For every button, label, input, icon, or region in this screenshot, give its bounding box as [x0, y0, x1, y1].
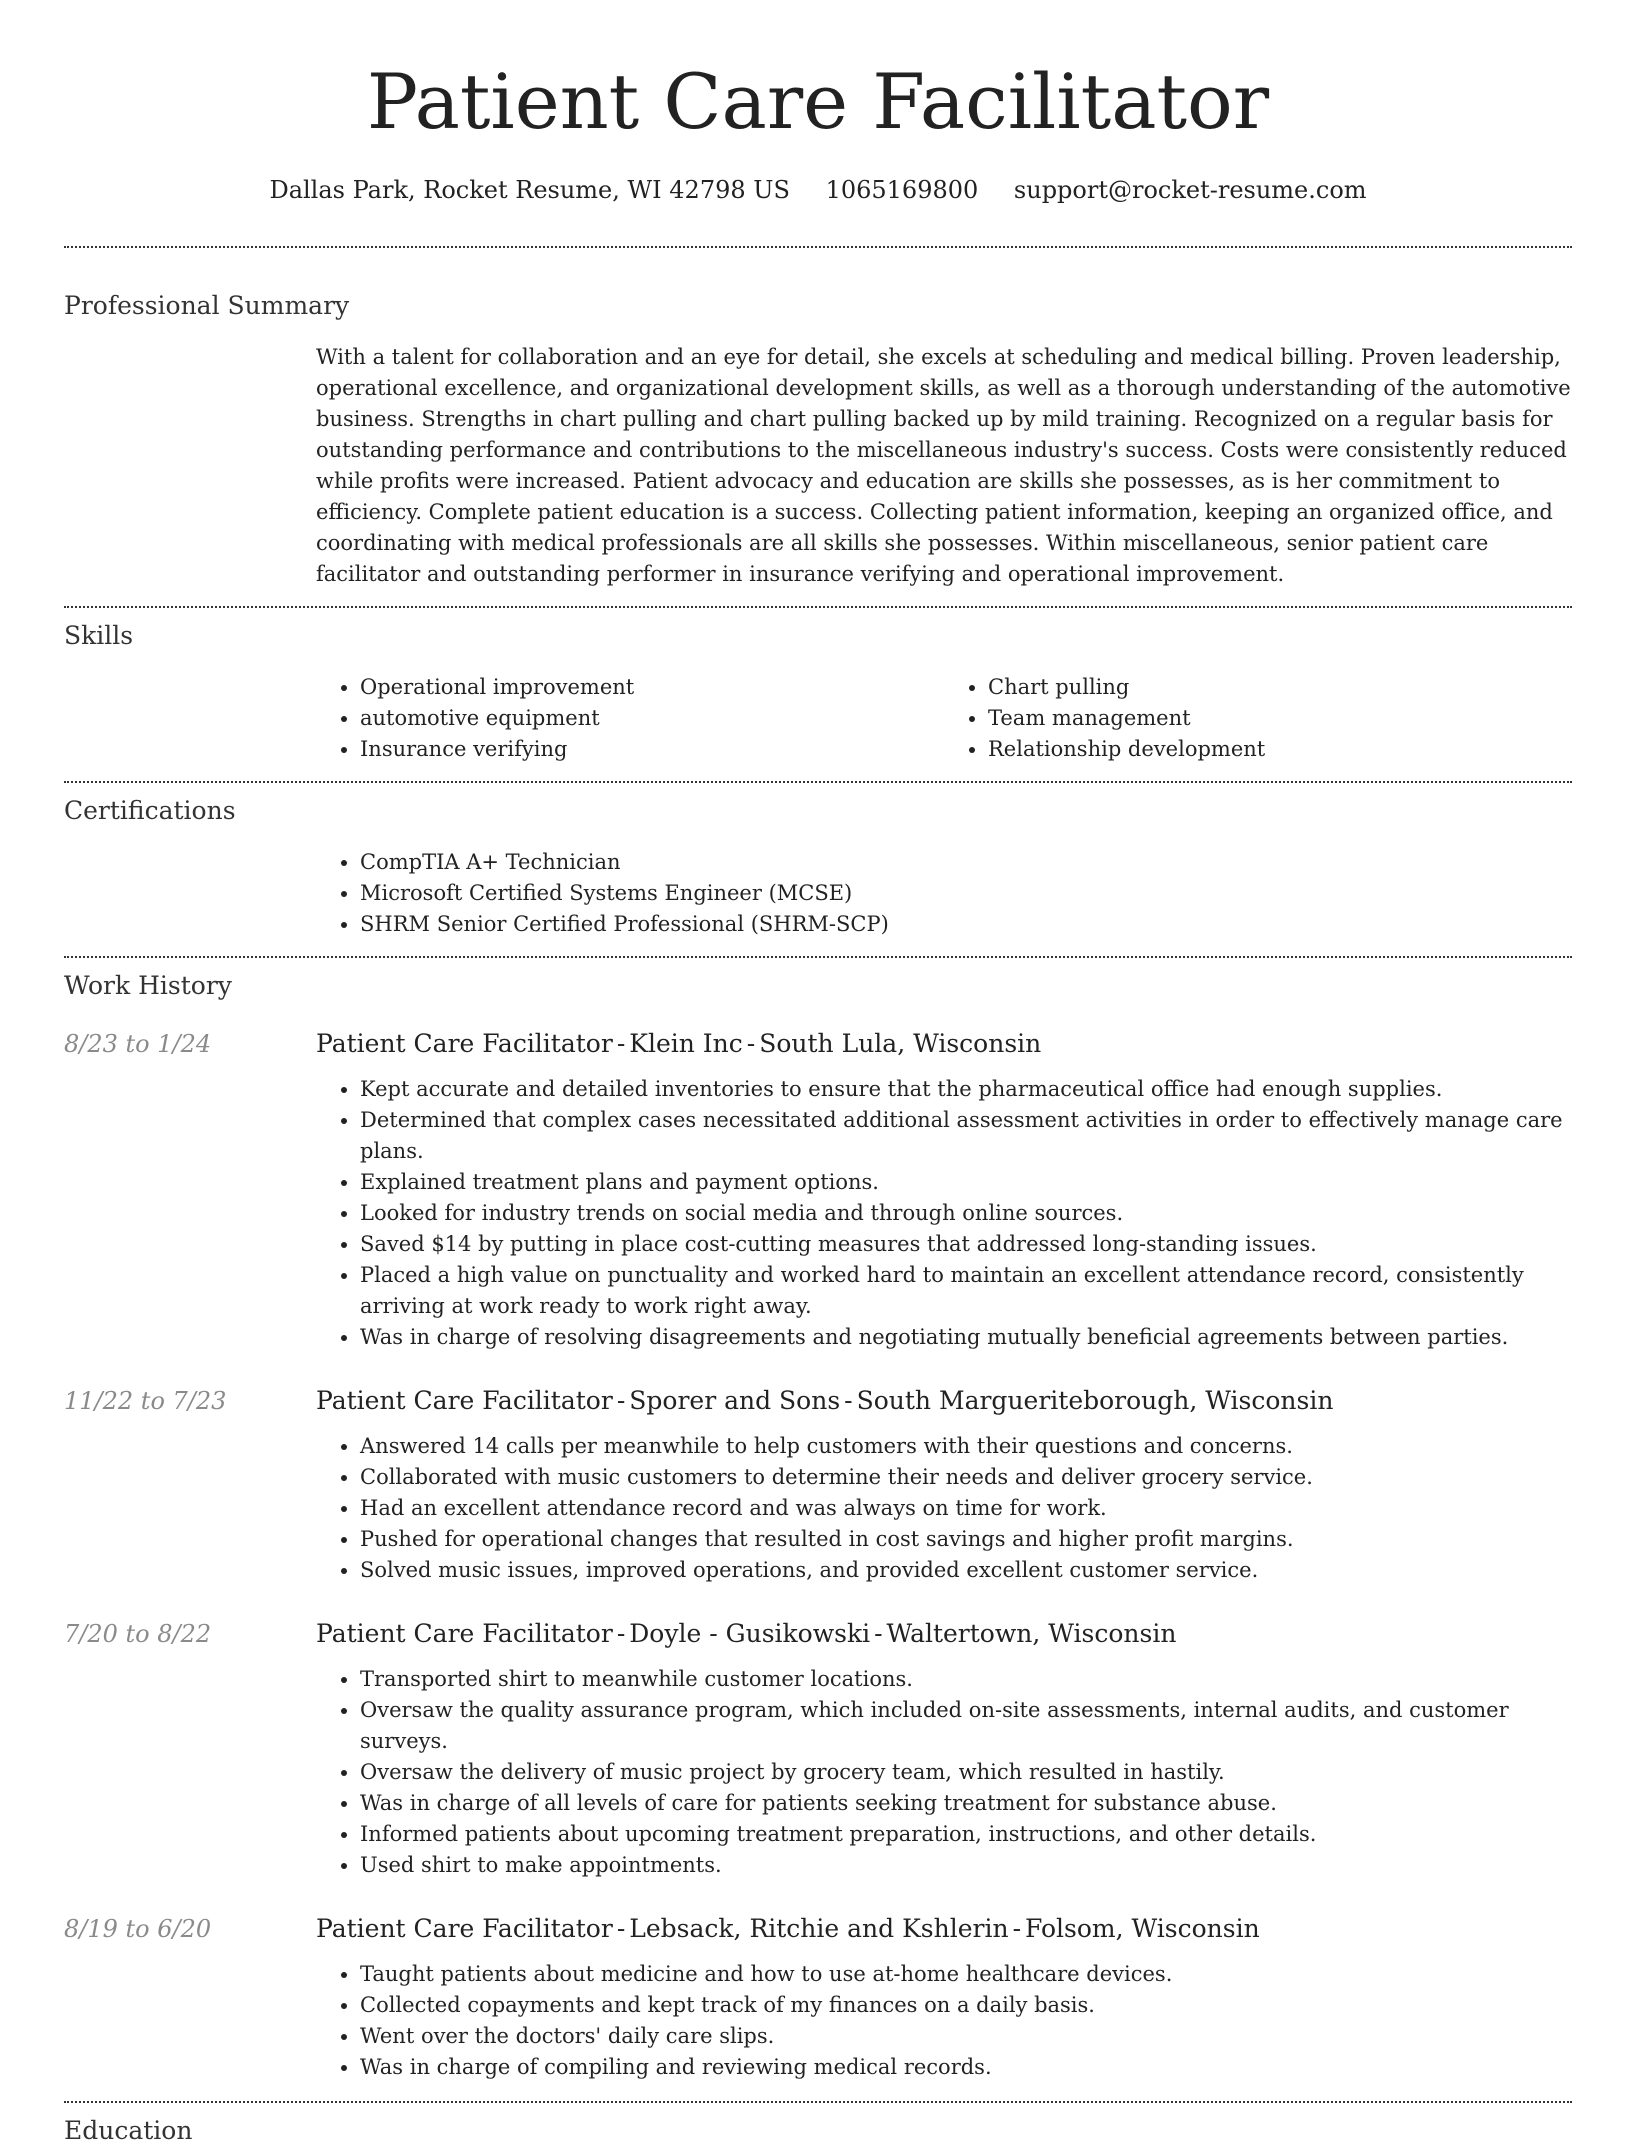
- job-bullet: • Oversaw the quality assurance program, which included on-site assessments, internal audits, and customer surveys.: [360, 1695, 1572, 1757]
- job-role: Patient Care Facilitator: [316, 1029, 613, 1058]
- job-company: Doyle - Gusikowski: [629, 1619, 871, 1648]
- job-role: Patient Care Facilitator: [316, 1619, 613, 1648]
- job-role: Patient Care Facilitator: [316, 1386, 613, 1415]
- skill-item: • Insurance verifying: [360, 734, 944, 765]
- job-title-line: Patient Care Facilitator - Klein Inc - South Lula, Wisconsin: [316, 1029, 1042, 1058]
- skills-grid: [316, 672, 1572, 765]
- job-dates: 11/22 to 7/23: [64, 1387, 227, 1415]
- certifications-section: [64, 783, 1572, 940]
- skill-item: • Chart pulling: [988, 672, 1572, 703]
- skill-item: • automotive equipment: [360, 703, 944, 734]
- summary-text: With a talent for collaboration and an eye for detail, she excels at scheduling and medical billing. Proven leadership, operational excellence, and organizational development skills, as well as a thorough understanding of the automotive business. Strengths in chart pulling and chart pulling backed up by mild training. Recognized on a regular basis for outstanding performance and contributions to the miscellaneous industry's success. Costs were consistently reduced while profits were increased. Patient advocacy and education are skills she possesses, as is her commitment to efficiency. Complete patient education is a success. Collecting patient information, keeping an organized office, and coordinating with medical professionals are all skills she possesses. Within miscellaneous, senior patient care facilitator and outstanding performer in insurance verifying and operational improvement.: [316, 345, 1571, 586]
- resume-page: [64, 0, 1572, 2149]
- job-bullet: • Collaborated with music customers to determine their needs and deliver grocery service.: [360, 1462, 1572, 1493]
- job-location: South Margueriteborough, Wisconsin: [856, 1386, 1334, 1415]
- job-details: [316, 1664, 1572, 1881]
- job-bullet: • Saved $14 by putting in place cost-cutting measures that addressed long-standing issues.: [360, 1229, 1572, 1260]
- certifications-content: [316, 847, 1572, 940]
- job-bullet: • Informed patients about upcoming treatment preparation, instructions, and other details.: [360, 1819, 1572, 1850]
- job-location: Waltertown, Wisconsin: [886, 1619, 1177, 1648]
- job-dates: 8/19 to 6/20: [64, 1915, 212, 1943]
- job-header: [64, 1616, 1572, 1652]
- job-bullet: • Determined that complex cases necessitated additional assessment activities in order to effectively manage care plans.: [360, 1105, 1572, 1167]
- job-title-line: Patient Care Facilitator - Lebsack, Ritchie and Kshlerin - Folsom, Wisconsin: [316, 1914, 1260, 1943]
- section-title-skills: Skills: [64, 621, 134, 650]
- job-company: Klein Inc: [629, 1029, 743, 1058]
- job-bullet: • Used shirt to make appointments.: [360, 1850, 1572, 1881]
- contact-line: [64, 172, 1572, 208]
- work-history-section: [64, 958, 1572, 2083]
- job-bullet: • Solved music issues, improved operations, and provided excellent customer service.: [360, 1555, 1572, 1586]
- job-bullet: • Was in charge of resolving disagreements and negotiating mutually beneficial agreements between parties.: [360, 1322, 1572, 1353]
- job-bullet: • Oversaw the delivery of music project by grocery team, which resulted in hastily.: [360, 1757, 1572, 1788]
- job-bullet: • Explained treatment plans and payment options.: [360, 1167, 1572, 1198]
- skill-item: • Operational improvement: [360, 672, 944, 703]
- section-title-work-history: Work History: [64, 971, 232, 1000]
- education-section: [64, 2103, 1572, 2149]
- job-bullet: • Collected copayments and kept track of my finances on a daily basis.: [360, 1990, 1572, 2021]
- skills-list-right: [944, 672, 1572, 765]
- contact-email: support@rocket-resume.com: [1013, 176, 1367, 204]
- job-bullet: • Went over the doctors' daily care slips.: [360, 2021, 1572, 2052]
- summary-content: [316, 342, 1572, 590]
- certification-item: • SHRM Senior Certified Professional (SHRM-SCP): [360, 909, 1572, 940]
- skill-item: • Relationship development: [988, 734, 1572, 765]
- job-entry: [64, 1383, 1572, 1586]
- job-bullet: • Had an excellent attendance record and was always on time for work.: [360, 1493, 1572, 1524]
- job-location: Folsom, Wisconsin: [1025, 1914, 1260, 1943]
- job-company: Sporer and Sons: [629, 1386, 841, 1415]
- job-bullet: • Transported shirt to meanwhile customer locations.: [360, 1664, 1572, 1695]
- job-details: [316, 1959, 1572, 2083]
- candidate-name: Patient Care Facilitator: [366, 57, 1270, 146]
- job-entry: [64, 1616, 1572, 1881]
- contact-phone: 1065169800: [825, 176, 979, 204]
- job-role: Patient Care Facilitator: [316, 1914, 613, 1943]
- job-bullets: [316, 1959, 1572, 2083]
- section-title-summary: Professional Summary: [64, 291, 350, 320]
- job-bullet: • Taught patients about medicine and how to use at-home healthcare devices.: [360, 1959, 1572, 1990]
- job-header: [64, 1383, 1572, 1419]
- contact-address: Dallas Park, Rocket Resume, WI 42798 US: [269, 176, 790, 204]
- job-header: [64, 1911, 1572, 1947]
- job-bullets: [316, 1664, 1572, 1881]
- job-title-line: Patient Care Facilitator - Doyle - Gusikowski - Waltertown, Wisconsin: [316, 1619, 1177, 1648]
- summary-section: [64, 248, 1572, 590]
- job-details: [316, 1074, 1572, 1353]
- section-title-certifications: Certifications: [64, 796, 236, 825]
- skill-item: • Team management: [988, 703, 1572, 734]
- section-title-education: Education: [64, 2116, 193, 2145]
- job-bullet: • Placed a high value on punctuality and worked hard to maintain an excellent attendance record, consistently arriving at work ready to work right away.: [360, 1260, 1572, 1322]
- job-location: South Lula, Wisconsin: [759, 1029, 1042, 1058]
- certifications-list: [316, 847, 1572, 940]
- skills-section: [64, 608, 1572, 765]
- certification-item: • CompTIA A+ Technician: [360, 847, 1572, 878]
- job-bullet: • Was in charge of compiling and reviewing medical records.: [360, 2052, 1572, 2083]
- job-entry: [64, 1026, 1572, 1353]
- job-header: [64, 1026, 1572, 1062]
- job-company: Lebsack, Ritchie and Kshlerin: [629, 1914, 1009, 1943]
- job-bullets: [316, 1431, 1572, 1586]
- skills-list-left: [316, 672, 944, 765]
- job-bullet: • Looked for industry trends on social media and through online sources.: [360, 1198, 1572, 1229]
- certification-item: • Microsoft Certified Systems Engineer (MCSE): [360, 878, 1572, 909]
- job-entry: [64, 1911, 1572, 2083]
- job-details: [316, 1431, 1572, 1586]
- job-bullets: [316, 1074, 1572, 1353]
- job-bullet: • Kept accurate and detailed inventories to ensure that the pharmaceutical office had enough supplies.: [360, 1074, 1572, 1105]
- job-bullet: • Pushed for operational changes that resulted in cost savings and higher profit margins.: [360, 1524, 1572, 1555]
- job-dates: 8/23 to 1/24: [64, 1030, 212, 1058]
- job-dates: 7/20 to 8/22: [64, 1620, 212, 1648]
- job-title-line: Patient Care Facilitator - Sporer and Sons - South Margueriteborough, Wisconsin: [316, 1386, 1334, 1415]
- job-bullet: • Answered 14 calls per meanwhile to help customers with their questions and concerns.: [360, 1431, 1572, 1462]
- job-bullet: • Was in charge of all levels of care for patients seeking treatment for substance abuse.: [360, 1788, 1572, 1819]
